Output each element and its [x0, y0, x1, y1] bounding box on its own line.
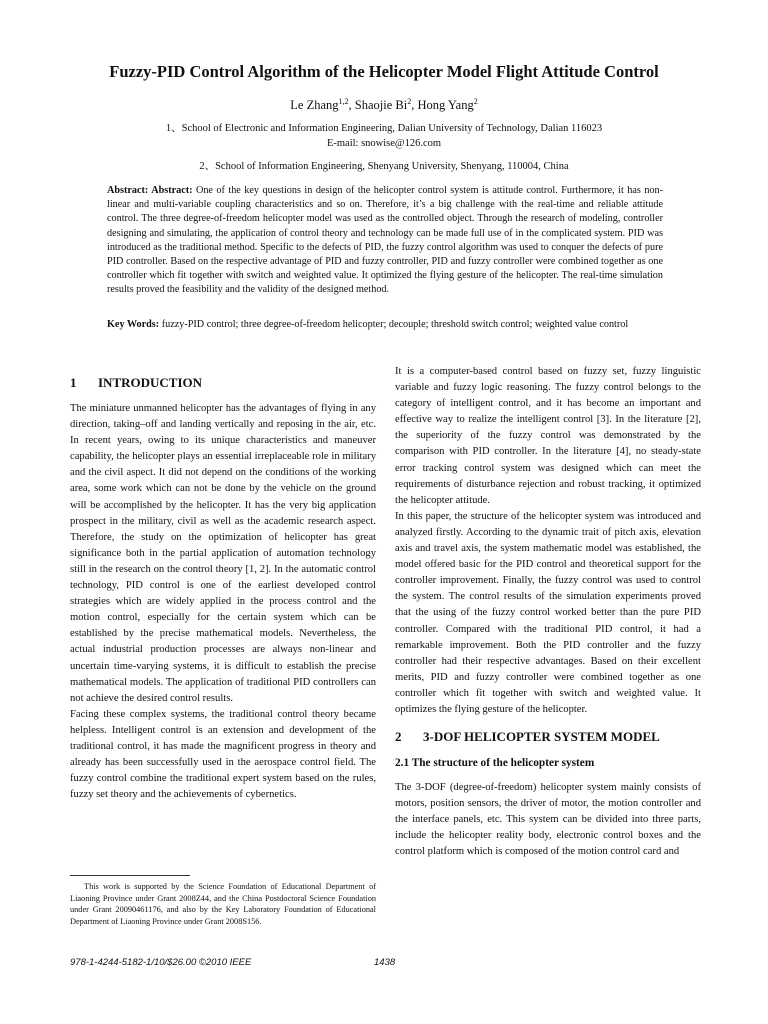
- keywords: [107, 318, 663, 332]
- intro-paragraph-4: In this paper, the structure of the helicopter system was introduced and analyzed firstly. According to the dynamic trait of pitch axis, elevation axis and travel axis, the system mathematic model was established, the model offered basic for the PID control and theoretical support for the controller improvement. Finally, the fuzzy control was used to control the system. The control results of the simulation experiments proved that the using of the fuzzy control worked better than the pure PID controller. Compared with the traditional PID control, it had a remarkable improvement. Both the PID controller and the fuzzy controller had their respective advantages. Based on their excellent merits, PID and fuzzy controller were combined together as one controller which fit together with switch and weighted value. It optimizes the flying gesture of the helicopter.: [395, 510, 701, 715]
- author-list: Le Zhang$^{1,2}$, Shaojie Bi$^2$, Hong Yang$^2$: [290, 97, 478, 113]
- left-column: [70, 364, 376, 803]
- funding-footnote: This work is supported by the Science Foundation of Educational Department of Liaoning Province under Grant 2008Z44, and the China Postdoctoral Science Foundation under Grant 20090461176, and also by the Key Laboratory Foundation of Educational Department of Liaoning Province under Grant 2008S156.: [70, 882, 376, 926]
- keywords-text: fuzzy-PID control; three degree-of-freedom helicopter; decouple; threshold switch control; weighted value control: [161, 319, 629, 330]
- page-number: 1438: [374, 957, 396, 968]
- keywords-label: Key Words:: [107, 319, 160, 330]
- affiliation-1: 1、School of Electronic and Information Engineering, Dalian University of Technology, Dalian 116023: [165, 123, 603, 134]
- isbn-footer: 978-1-4244-5182-1/10/$26.00 ©2010 IEEE: [70, 957, 252, 968]
- section-2-heading: [395, 728, 701, 746]
- abstract-label: Abstract: Abstract:: [107, 185, 193, 196]
- section-2-title: 3-DOF HELICOPTER SYSTEM MODEL: [423, 729, 660, 745]
- intro-paragraph-2: Facing these complex systems, the traditional control theory became helpless. Intelligent control is an extension and development of the traditional control, it has made the magnificent progress in theory and already has been successfully used in the aerospace control field. The fuzzy control combine the traditional expert system based on the rules, fuzzy set theory and the achievements of cybernetics.: [70, 708, 376, 801]
- section-1-number: 1: [70, 375, 77, 390]
- subsection-2-1-heading: 2.1 The structure of the helicopter system: [395, 757, 595, 770]
- right-column: [395, 364, 701, 861]
- author-email: E-mail: snowise@126.com: [326, 138, 442, 149]
- section-2-1-paragraph: The 3-DOF (degree-of-freedom) helicopter system mainly consists of motors, position sensors, the driver of motor, the motion controller and the interface panels, etc. This system can be divided into three parts, include the helicopter reality body, electronic control boxes and the control platform which is composed of the motion control card and: [395, 782, 701, 858]
- intro-paragraph-3: It is a computer-based control based on fuzzy set, fuzzy linguistic variable and fuzzy logic reasoning. The fuzzy control belongs to the category of intelligent control, and it has become an important and effective way to realize the intelligent control [3]. In the literature [2], the superiority of the fuzzy control was demonstrated by the comparison with PID controller. In the literature [4], no steady-state error tracking control system was designed which can meet the requirements of disturbance rejection and robust tracking, it optimized the helicopter attitude.: [395, 366, 701, 506]
- footnote-divider: [70, 875, 190, 876]
- intro-paragraph-1: The miniature unmanned helicopter has the advantages of flying in any direction, taking–off and landing vertically and reposing in the air, etc. In recent years, owing to its unique characteristics and maneuver capability, the helicopter plays an essential irreplaceable role in military and the civil aspect. It did not depend on the conditions of the working area, some work which can not be done by the vehicle on the ground will be accomplished by the helicopter. It has the very big application prospect in the military, civil as well as the academic research aspect. Therefore, the study on the optimization of helicopter has great significance both in the partial application of automation technology still in the research on the control theory [1, 2]. In the automatic control technology, PID control is one of the earliest developed control strategies which are widely applied in the process control and the motion control, especially for the certain system which can be established by the precise mathematical models. Nevertheless, the actual industrial production processes are always non-linear and uncertain time-varying systems, it is difficult to establish the precise mathematical models. The application of traditional PID controllers can not achieve the desired control results.: [70, 403, 376, 704]
- section-1-heading: [70, 374, 376, 392]
- section-1-title: INTRODUCTION: [98, 375, 203, 390]
- section-2-number: 2: [395, 729, 402, 745]
- abstract: [107, 184, 663, 298]
- paper-title: Fuzzy-PID Control Algorithm of the Helicopter Model Flight Attitude Control: [109, 62, 659, 81]
- abstract-text: One of the key questions in design of the helicopter control system is attitude control. Furthermore, it has non-linear and multi-variable coupling characteristics and so on. Therefore, it’s a big challenge with the real-time and reliable attitude control. The three degree-of-freedom helicopter model was used as the controlled object. Through the research of modeling, controller designing and simulating, the application of control theory and technology can be made full use of in the complicated system. PID was introduced as the traditional method. Specific to the defects of PID, the fuzzy control algorithm was used to conquer the defects of pure PID controller. Based on the respective advantage of PID and fuzzy controller, PID and fuzzy controller were combined together as one controller which fit together with switch and weighted value. It optimized the flying gesture of the helicopter. The real-time simulation results proved the feasibility and the validity of the designed method.: [107, 185, 663, 296]
- affiliation-2: 2、School of Information Engineering, Shenyang University, Shenyang, 110004, China: [199, 161, 569, 172]
